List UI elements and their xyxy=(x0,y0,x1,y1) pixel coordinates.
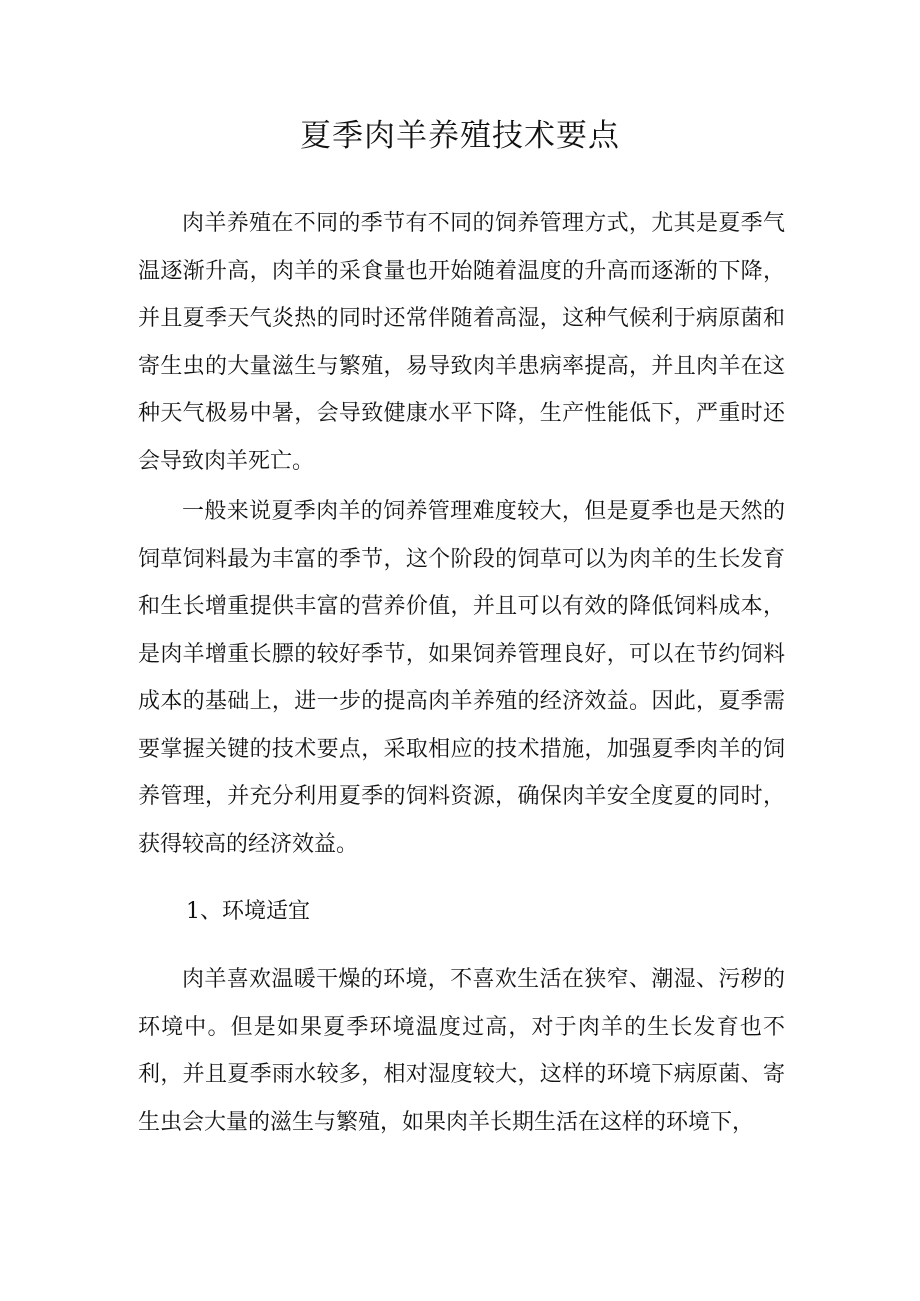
document-title: 夏季肉羊养殖技术要点 xyxy=(300,118,620,154)
section-heading-environment: 1、环境适宜 xyxy=(186,899,310,924)
paragraph-intro: 肉羊养殖在不同的季节有不同的饲养管理方式，尤其是夏季气温逐渐升高，肉羊的采食量也开始随着温度的升高而逐渐的下降，并且夏季天气炎热的同时还常伴随着高湿，这种气候利于病原菌和寄生虫的大量滋生与繁殖，易导致肉羊患病率提高，并且肉羊在这种天气极易中暑，会导致健康水平下降，生产性能低下，严重时还会导致肉羊死亡。 xyxy=(138,211,785,474)
paragraph-overview: 一般来说夏季肉羊的饲养管理难度较大，但是夏季也是天然的饲草饲料最为丰富的季节，这个阶段的饲草可以为肉羊的生长发育和生长增重提供丰富的营养价值，并且可以有效的降低饲料成本，是肉羊增重长膘的较好季节，如果饲养管理良好，可以在节约饲料成本的基础上，进一步的提高肉羊养殖的经济效益。因此，夏季需要掌握关键的技术要点，采取相应的技术措施，加强夏季肉羊的饲养管理，并充分利用夏季的饲料资源，确保肉羊安全度夏的同时，获得较高的经济效益。 xyxy=(138,499,785,857)
paragraph-environment: 肉羊喜欢温暖干燥的环境，不喜欢生活在狭窄、潮湿、污秽的环境中。但是如果夏季环境温度过高，对于肉羊的生长发育也不利，并且夏季雨水较多，相对湿度较大，这样的环境下病原菌、寄生虫会大量的滋生与繁殖，如果肉羊长期生活在这样的环境下， xyxy=(138,967,785,1135)
